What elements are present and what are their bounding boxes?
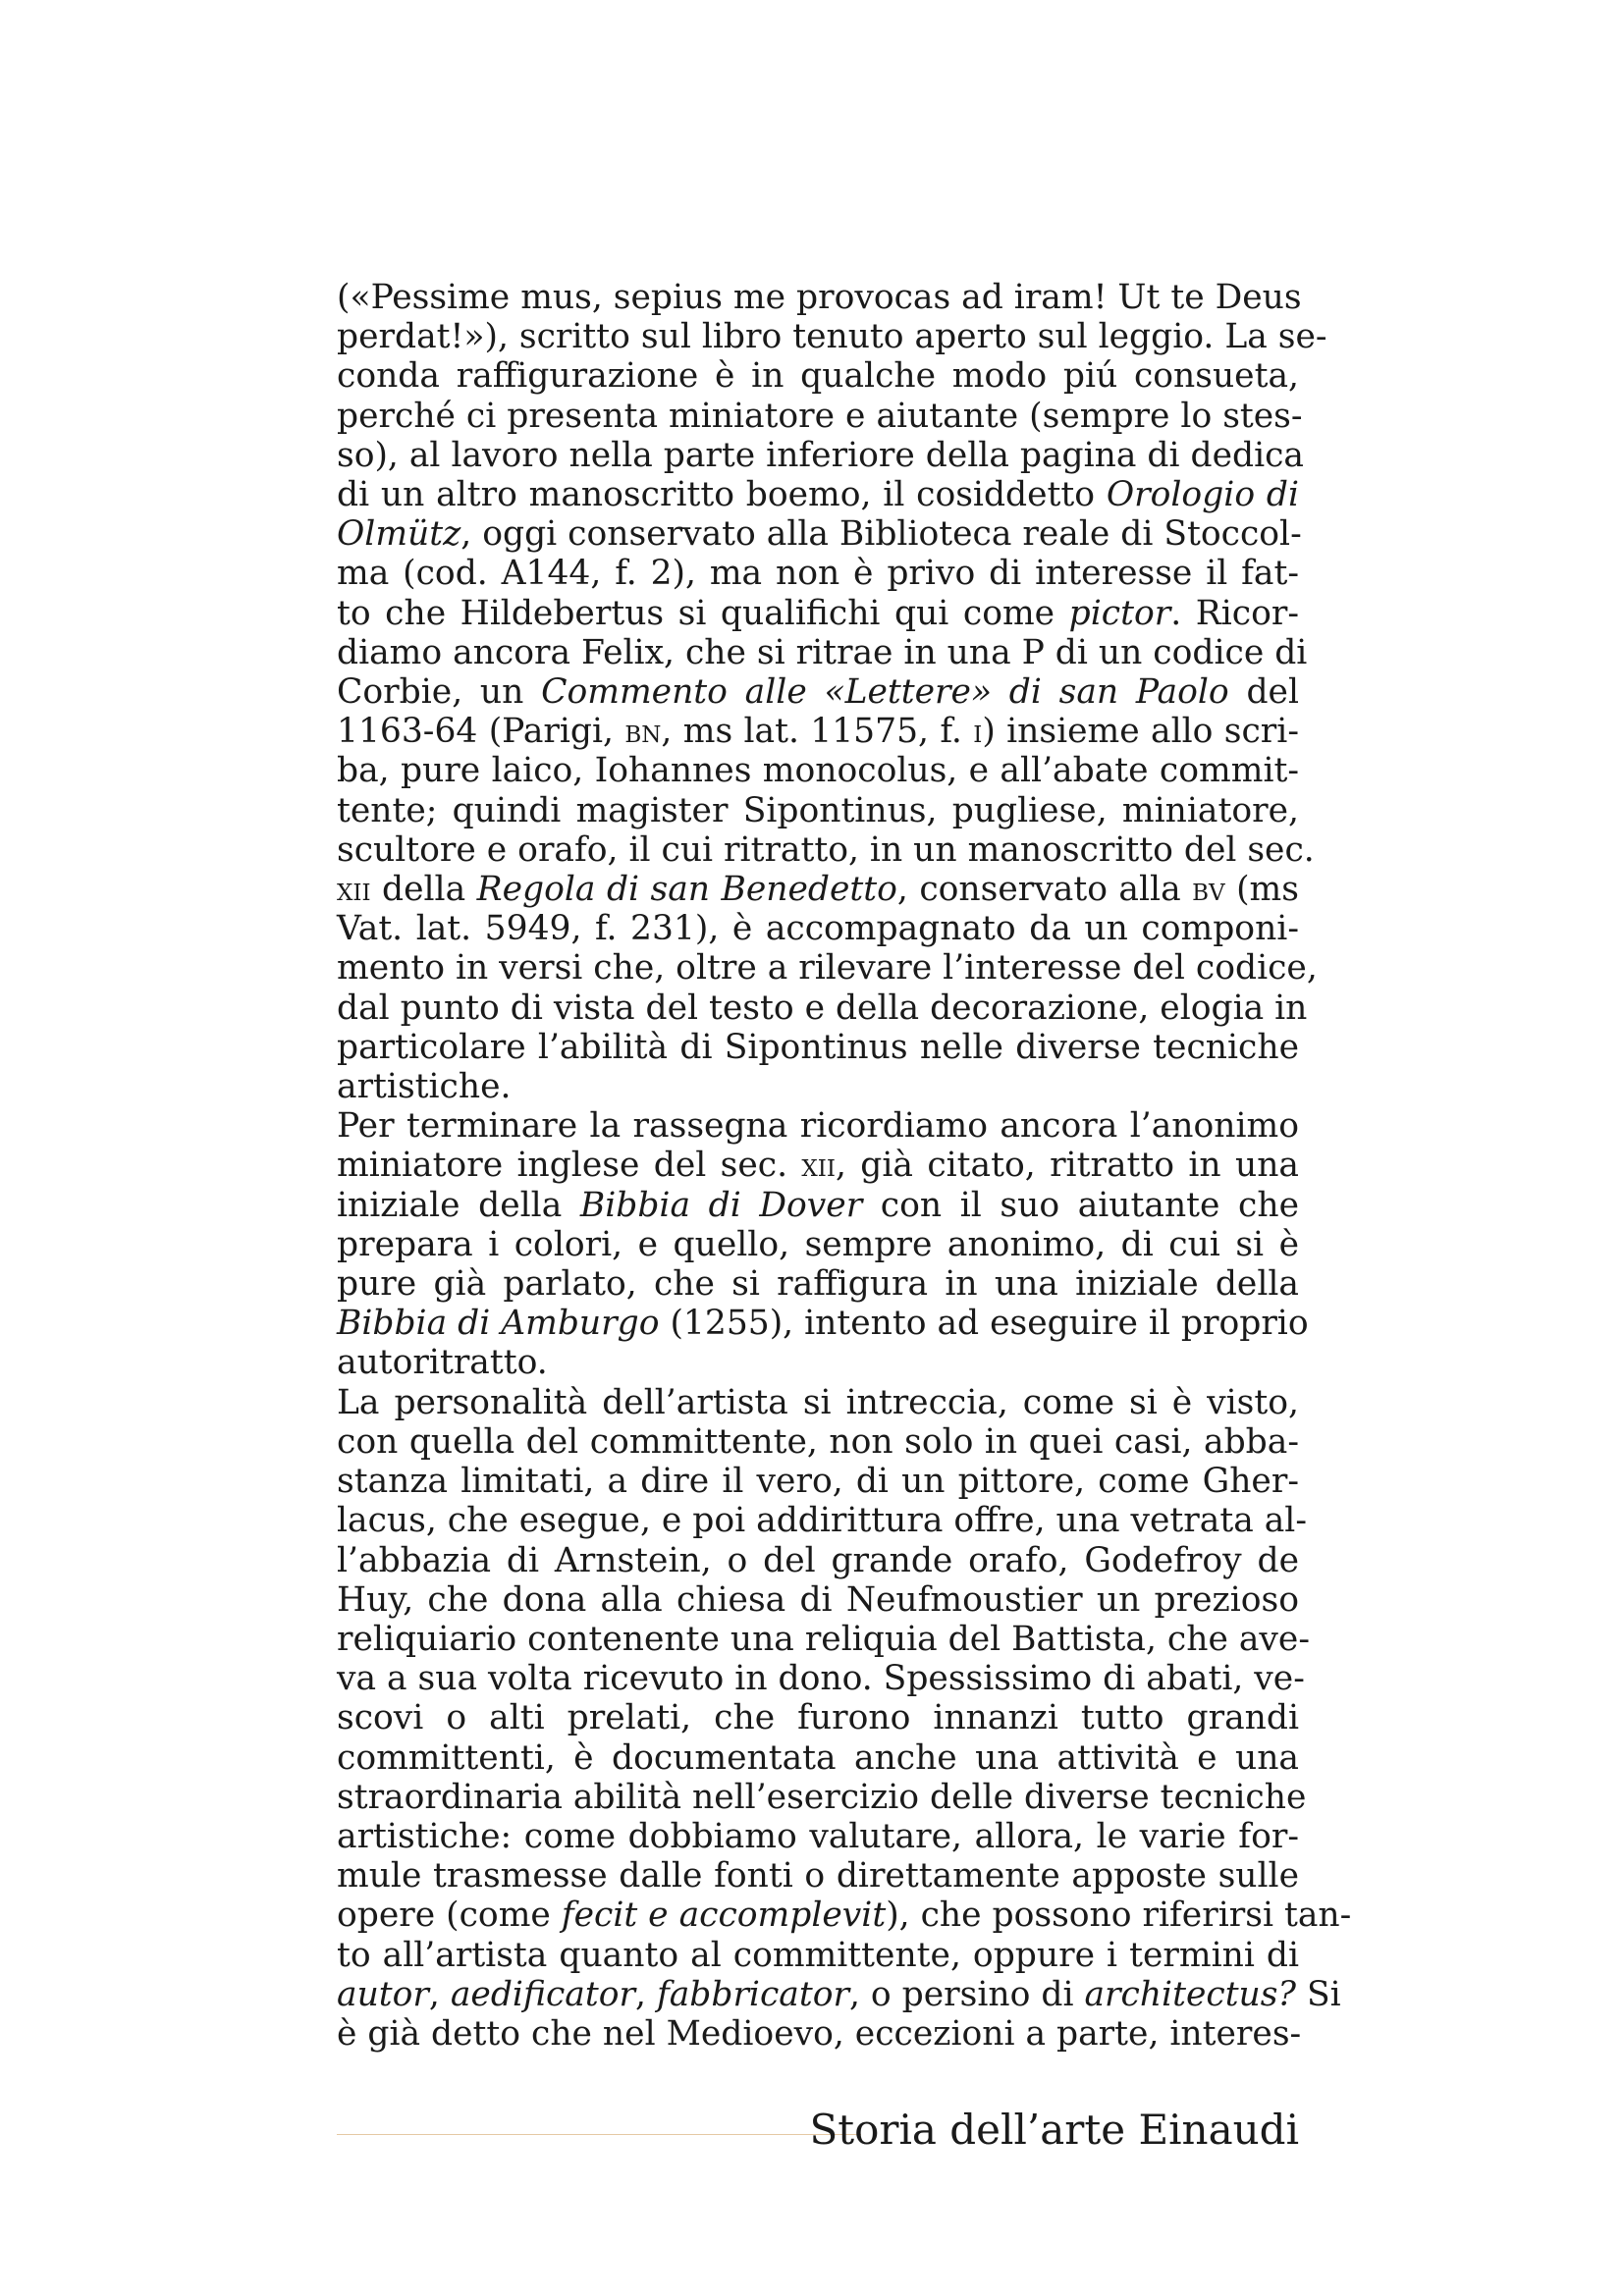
- small-caps-run: bn: [624, 713, 662, 751]
- italic-run: aedificator: [450, 1974, 635, 2014]
- text-line: [337, 1619, 1310, 1659]
- text-line: [337, 988, 1308, 1028]
- text-line: [337, 1817, 1299, 1856]
- text-run: ,: [635, 1974, 657, 2014]
- small-caps-run: xii: [801, 1147, 836, 1185]
- text-line: [337, 791, 1299, 830]
- text-line: [337, 1067, 1299, 1106]
- text-line: [337, 356, 1299, 396]
- text-line: [337, 2013, 1302, 2054]
- text-run: iniziale della: [337, 1185, 580, 1225]
- text-run: («Pessime mus, sepius me provocas ad iram! Ut te Deus: [337, 278, 1302, 317]
- text-run: Vat. lat. 5949, f. 231), è accompagnato da un componi-: [337, 909, 1299, 949]
- italic-run: fabbricator: [656, 1974, 849, 2014]
- text-run: reliquiario contenente una reliquia del Battista, che ave-: [337, 1619, 1310, 1659]
- small-caps-run: bv: [1192, 871, 1225, 909]
- text-line: [337, 1343, 1299, 1382]
- text-run: artistiche.: [337, 1067, 512, 1107]
- text-run: so), al lavoro nella parte inferiore della pagina di dedica: [337, 435, 1305, 475]
- text-line: [337, 514, 1302, 555]
- text-line: [337, 751, 1299, 790]
- text-run: miniatore inglese del sec.: [337, 1146, 802, 1186]
- footer-title: Storia dell’arte Einaudi: [809, 2106, 1299, 2154]
- text-run: diamo ancora Felix, che si ritrae in una P di un codice di: [337, 632, 1308, 672]
- text-run: è già detto che nel Medioevo, eccezioni a parte, interes-: [337, 2013, 1302, 2054]
- text-run: Corbie, un: [337, 672, 542, 713]
- text-line: [337, 1501, 1308, 1541]
- text-run: to all’artista quanto al committente, oppure i termini di: [337, 1935, 1299, 1975]
- text-run: scultore e orafo, il cui ritratto, in un manoscritto del sec.: [337, 829, 1315, 870]
- italic-run: Orologio di: [1106, 475, 1299, 515]
- text-line: [337, 1225, 1299, 1264]
- text-line: [337, 1974, 1341, 2014]
- text-line: [337, 1383, 1299, 1422]
- small-caps-run: xii: [337, 871, 371, 909]
- text-run: (1255), intento ad eseguire il proprio: [659, 1304, 1309, 1344]
- text-run: Si: [1295, 1974, 1341, 2014]
- italic-run: pictor: [1068, 593, 1171, 633]
- text-run: autoritratto.: [337, 1343, 548, 1383]
- italic-run: Commento alle «Lettere» di san Paolo: [541, 672, 1229, 713]
- text-run: l’abbazia di Arnstein, o del grande orafo, Godefroy de: [337, 1540, 1299, 1580]
- text-run: pure già parlato, che si raffigura in una iniziale della: [337, 1264, 1299, 1305]
- text-run: ma (cod. A144, f. 2), ma non è privo di interesse il fat-: [337, 554, 1299, 594]
- text-run: ), che possono riferirsi tan-: [886, 1896, 1352, 1936]
- text-run: artistiche: come dobbiamo valutare, allora, le varie for-: [337, 1816, 1299, 1856]
- text-run: dal punto di vista del testo e della decorazione, elogia in: [337, 988, 1308, 1028]
- italic-run: Regola di san Benedetto: [476, 870, 897, 910]
- text-run: ba, pure laico, Iohannes monocolus, e all’abate commit-: [337, 751, 1299, 791]
- text-run: della: [370, 870, 477, 910]
- text-run: lacus, che esegue, e poi addirittura offre, una vetrata al-: [337, 1501, 1308, 1541]
- text-run: straordinaria abilità nell’esercizio delle diverse tecniche: [337, 1777, 1307, 1817]
- text-run: mule trasmesse dalle fonti o direttamente apposte sulle: [337, 1856, 1299, 1896]
- text-line: [337, 712, 1299, 751]
- text-run: conda raffigurazione è in qualche modo piú consueta,: [337, 356, 1299, 397]
- text-line: [337, 554, 1299, 593]
- text-run: del: [1228, 672, 1299, 713]
- text-run: Per terminare la rassegna ricordiamo ancora l’anonimo: [337, 1106, 1299, 1147]
- text-line: [337, 1264, 1299, 1304]
- text-run: committenti, è documentata anche una attività e una: [337, 1737, 1299, 1778]
- text-run: opere (come: [337, 1896, 562, 1936]
- text-line: [337, 1146, 1299, 1185]
- text-run: particolare l’abilità di Sipontinus nelle diverse tecniche: [337, 1027, 1299, 1067]
- italic-run: Bibbia di Dover: [579, 1185, 863, 1225]
- text-run: con il suo aiutante che: [862, 1185, 1300, 1225]
- text-run: Huy, che dona alla chiesa di Neufmoustier un prezioso: [337, 1579, 1299, 1620]
- text-line: [337, 632, 1308, 672]
- text-run: to che Hildebertus si qualifichi qui come: [337, 593, 1069, 633]
- text-run: con quella del committente, non solo in quei casi, abba-: [337, 1421, 1299, 1462]
- text-line: [337, 870, 1299, 909]
- text-line: [337, 909, 1299, 948]
- text-line: [337, 1462, 1299, 1501]
- text-line: [337, 396, 1303, 436]
- italic-run: Bibbia di Amburgo: [337, 1304, 660, 1344]
- italic-run: Olmütz: [337, 514, 461, 555]
- text-line: [337, 1777, 1307, 1817]
- text-line: [337, 1541, 1299, 1580]
- text-run: ) insieme allo scri-: [982, 712, 1299, 752]
- text-line: [337, 1856, 1299, 1896]
- body-text: [337, 278, 1352, 2054]
- small-caps-run: i: [973, 713, 983, 751]
- italic-run: fecit e accomplevit: [561, 1896, 887, 1936]
- text-run: , oggi conservato alla Biblioteca reale di Stoccol-: [460, 514, 1302, 555]
- text-line: [337, 435, 1305, 475]
- text-line: [337, 1580, 1299, 1620]
- text-run: , già citato, ritratto in una: [835, 1146, 1299, 1186]
- text-run: mento in versi che, oltre a rilevare l’interesse del codice,: [337, 948, 1318, 988]
- text-line: [337, 278, 1302, 317]
- text-line: [337, 672, 1299, 712]
- text-run: , o persino di: [849, 1974, 1085, 2014]
- text-run: (ms: [1224, 870, 1299, 910]
- text-line: [337, 1422, 1299, 1462]
- text-line: [337, 594, 1299, 633]
- text-run: . Ricor-: [1170, 593, 1299, 633]
- text-line: [337, 1659, 1305, 1699]
- text-run: stanza limitati, a dire il vero, di un pittore, come Gher-: [337, 1462, 1299, 1502]
- italic-run: autor: [337, 1974, 429, 2014]
- text-line: [337, 1896, 1352, 1936]
- text-line: [337, 1304, 1309, 1344]
- text-run: , ms lat. 11575, f.: [661, 712, 974, 752]
- text-line: [337, 1698, 1299, 1737]
- text-run: di un altro manoscritto boemo, il cosiddetto: [337, 475, 1107, 515]
- text-run: tente; quindi magister Sipontinus, pugliese, miniatore,: [337, 790, 1299, 830]
- text-line: [337, 829, 1315, 870]
- text-run: prepara i colori, e quello, sempre anonimo, di cui si è: [337, 1224, 1299, 1264]
- text-run: perché ci presenta miniatore e aiutante (sempre lo stes-: [337, 396, 1303, 436]
- text-line: [337, 475, 1299, 514]
- text-run: La personalità dell’artista si intreccia, come si è visto,: [337, 1382, 1299, 1422]
- footer-rule: [337, 2134, 861, 2135]
- text-run: perdat!»), scritto sul libro tenuto aperto sul leggio. La se-: [337, 317, 1327, 357]
- text-run: ,: [428, 1974, 451, 2014]
- text-line: [337, 1106, 1299, 1146]
- text-line: [337, 1738, 1299, 1778]
- text-run: scovi o alti prelati, che furono innanzi tutto grandi: [337, 1698, 1299, 1738]
- text-run: va a sua volta ricevuto in dono. Spessissimo di abati, ve-: [337, 1659, 1305, 1699]
- text-line: [337, 1936, 1299, 1975]
- text-run: , conservato alla: [896, 870, 1193, 910]
- text-line: [337, 1186, 1299, 1225]
- italic-run: architectus?: [1084, 1974, 1296, 2014]
- text-line: [337, 317, 1327, 357]
- text-line: [337, 1028, 1299, 1067]
- text-run: 1163-64 (Parigi,: [337, 712, 625, 752]
- text-line: [337, 948, 1318, 988]
